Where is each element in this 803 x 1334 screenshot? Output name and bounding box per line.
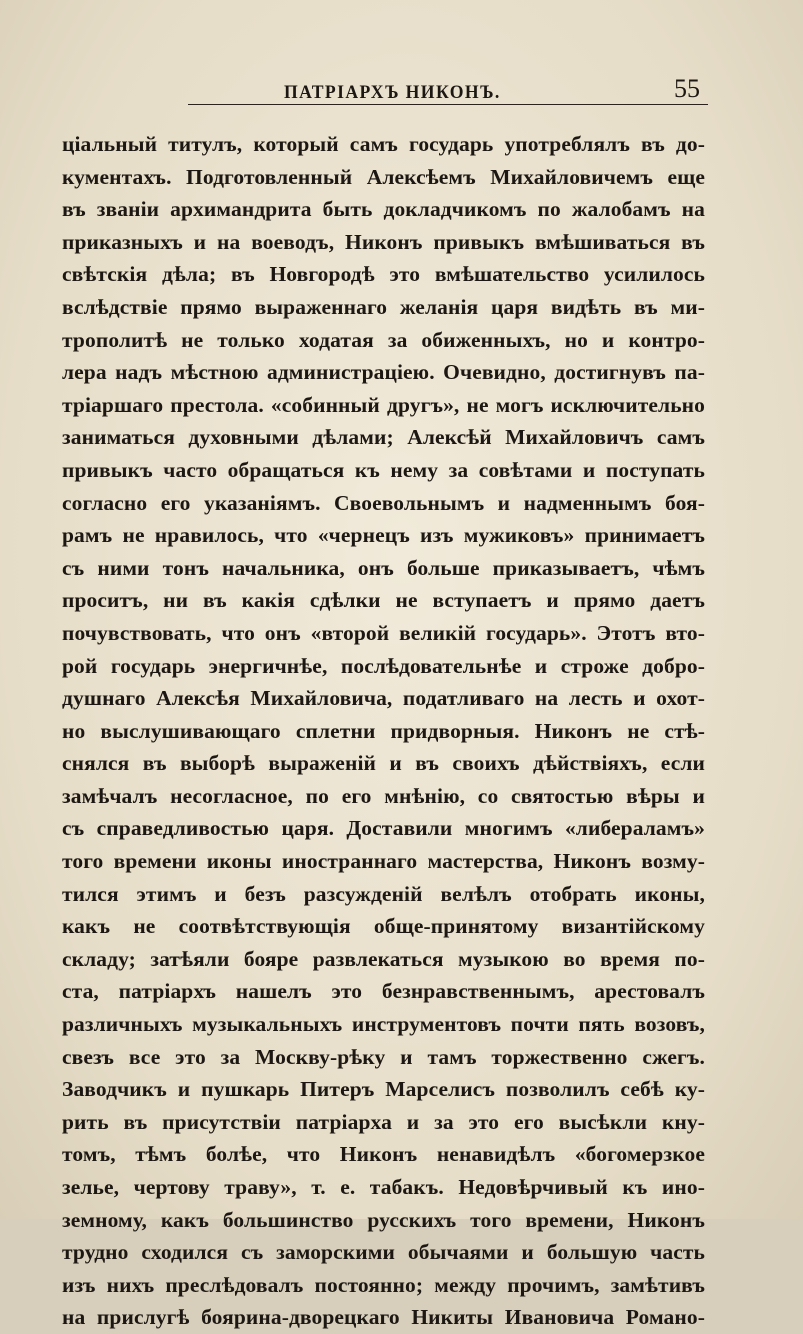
page-number: 55 bbox=[674, 74, 700, 103]
text-line: но выслушивающаго сплетни придворныя. Никонъ не стѣ- bbox=[62, 718, 705, 743]
text-line: рой государь энергичнѣе, послѣдовательнѣе и строже добро- bbox=[62, 653, 705, 678]
text-line: земному, какъ большинство русскихъ того времени, Никонъ bbox=[62, 1207, 705, 1232]
text-line: душнаго Алексѣя Михайловича, податливаго на лесть и охот- bbox=[62, 686, 705, 711]
text-line: согласно его указаніямъ. Своевольнымъ и надменнымъ боя- bbox=[62, 490, 705, 515]
text-line: свезъ все это за Москву-рѣку и тамъ торжественно сжегъ. bbox=[62, 1044, 705, 1069]
text-line: какъ не соотвѣтствующія обще-принятому византійскому bbox=[62, 914, 705, 939]
text-line: почувствовать, что онъ «второй великій государь». Этотъ вто- bbox=[62, 620, 705, 645]
text-line: различныхъ музыкальныхъ инструментовъ почти пять возовъ, bbox=[62, 1012, 705, 1037]
text-line: замѣчалъ несогласное, по его мнѣнію, со святостью вѣры и bbox=[62, 783, 705, 808]
text-line: ціальный титулъ, который самъ государь употреблялъ въ до- bbox=[62, 132, 705, 156]
header-rule bbox=[188, 104, 708, 105]
text-line: съ справедливостью царя. Доставили многимъ «либераламъ» bbox=[62, 816, 705, 841]
text-line: трополитѣ не только ходатая за обиженныхъ, но и контро- bbox=[62, 327, 705, 352]
text-line: тріаршаго престола. «собинный другъ», не могъ исключительно bbox=[62, 392, 705, 417]
text-line: того времени иконы иностраннаго мастерства, Никонъ возму- bbox=[62, 849, 705, 874]
text-line: ста, патріархъ нашелъ это безнравственнымъ, арестовалъ bbox=[62, 979, 705, 1004]
text-line: съ ними тонъ начальника, онъ больше приказываетъ, чѣмъ bbox=[62, 555, 705, 580]
text-line: свѣтскія дѣла; въ Новгородѣ это вмѣшательство усилилось bbox=[62, 262, 705, 287]
text-line: тился этимъ и безъ разсужденій велѣлъ отобрать иконы, bbox=[62, 881, 705, 906]
text-line: складу; затѣяли бояре развлекаться музыкою во время по- bbox=[62, 946, 705, 971]
text-line: привыкъ часто обращаться къ нему за совѣтами и поступать bbox=[62, 457, 705, 482]
text-line: вслѣдствіе прямо выраженнаго желанія царя видѣть въ ми- bbox=[62, 294, 705, 319]
text-line: заниматься духовными дѣлами; Алексѣй Михайловичъ самъ bbox=[62, 425, 705, 450]
text-line: кументахъ. Подготовленный Алексѣемъ Михайловичемъ еще bbox=[62, 164, 705, 189]
running-title: ПАТРІАРХЪ НИКОНЪ. bbox=[284, 82, 501, 103]
text-line: приказныхъ и на воеводъ, Никонъ привыкъ вмѣшиваться въ bbox=[62, 229, 705, 254]
text-line: Заводчикъ и пушкарь Питеръ Марселисъ позволилъ себѣ ку- bbox=[62, 1077, 705, 1102]
text-line: трудно сходился съ заморскими обычаями и большую часть bbox=[62, 1240, 705, 1265]
text-line: проситъ, ни въ какія сдѣлки не вступаетъ и прямо даетъ bbox=[62, 588, 705, 613]
text-line: рить въ присутствіи патріарха и за это его высѣкли кну- bbox=[62, 1109, 705, 1134]
body-text bbox=[62, 128, 705, 1334]
text-line: снялся въ выборѣ выраженій и въ своихъ дѣйствіяхъ, если bbox=[62, 751, 705, 776]
text-line: рамъ не нравилось, что «чернецъ изъ мужиковъ» принимаетъ bbox=[62, 523, 705, 548]
text-line: въ званіи архимандрита быть докладчикомъ по жалобамъ на bbox=[62, 197, 705, 222]
text-line: томъ, тѣмъ болѣе, что Никонъ ненавидѣлъ «богомерзкое bbox=[62, 1142, 705, 1167]
text-line: зелье, чертову траву», т. е. табакъ. Недовѣрчивый къ ино- bbox=[62, 1175, 705, 1199]
text-line: изъ нихъ преслѣдовалъ постоянно; между прочимъ, замѣтивъ bbox=[62, 1272, 705, 1297]
running-head bbox=[60, 74, 708, 106]
text-line: на прислугѣ боярина-дворецкаго Никиты Ивановича Романо- bbox=[62, 1305, 705, 1330]
text-line: лера надъ мѣстною администраціею. Очевидно, достигнувъ па- bbox=[62, 360, 705, 385]
